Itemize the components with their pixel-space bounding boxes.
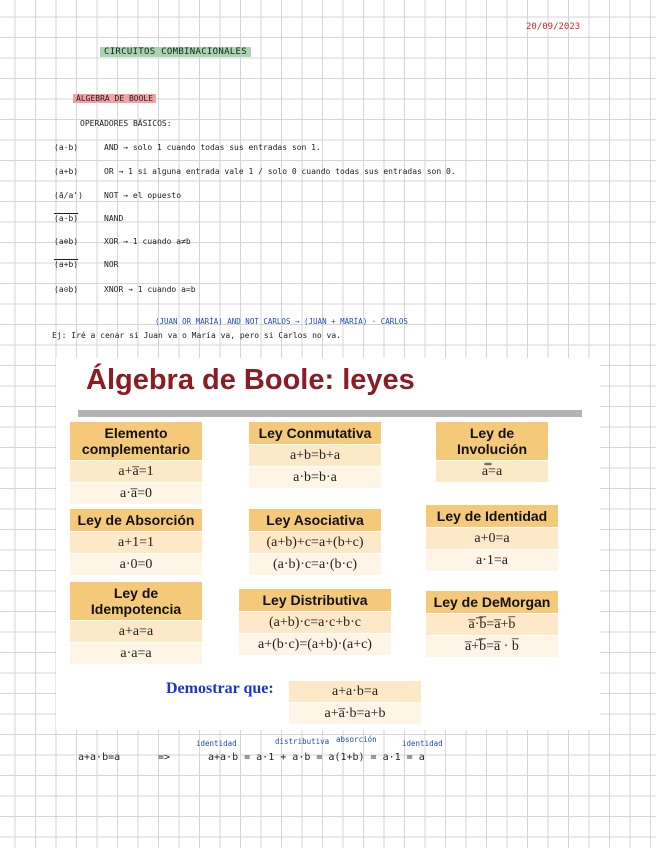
law-formula: (a+b)+c=a+(b+c) — [249, 532, 381, 553]
law-heading: Ley de DeMorgan — [426, 591, 558, 613]
operator-row — [54, 143, 321, 152]
operator-row — [54, 260, 118, 269]
law-heading: Ley Distributiva — [239, 589, 391, 611]
operator-text: NOT → el opuesto — [104, 191, 182, 200]
annotation: absorción — [336, 735, 377, 744]
law-formula: a·a̅=0 — [70, 483, 202, 504]
annotation: distributiva — [275, 737, 330, 746]
operator-code: (a⊙b) — [54, 285, 79, 294]
operator-text: XOR → 1 cuando a≠b — [104, 237, 191, 246]
law-heading: Ley de Involución — [436, 422, 548, 460]
law-formula: a·b=b·a — [249, 467, 381, 488]
operator-row — [54, 237, 191, 246]
operator-code: (a⊕b) — [54, 237, 79, 246]
operator-code: (a·b) — [54, 143, 79, 152]
law-heading: Ley de Idempotencia — [70, 582, 202, 620]
law-formula: a+a̅=1 — [70, 461, 202, 482]
annotation: identidad — [402, 739, 443, 748]
law-card-conmutativa — [249, 422, 381, 488]
law-heading: Ley Conmutativa — [249, 422, 381, 444]
law-card-distributiva — [239, 589, 391, 655]
proof-chain: a+a·b = a·1 + a·b = a(1+b) = a·1 = a — [208, 752, 425, 763]
operator-text: AND → solo 1 cuando todas sus entradas son 1. — [104, 143, 321, 152]
operator-code: (ā/a') — [54, 191, 83, 200]
operator-row — [54, 191, 181, 200]
page-title: CIRCUITOS COMBINACIONALES — [100, 47, 251, 57]
operator-code: (a+b) — [54, 260, 79, 269]
operator-code: (a+b) — [54, 167, 79, 176]
demo-box — [289, 680, 421, 724]
law-formula: a·0=0 — [70, 554, 202, 575]
law-card-identidad — [426, 505, 558, 571]
operator-text: NOR — [104, 260, 119, 269]
law-card-absorcion — [70, 509, 202, 575]
operator-text: OR → 1 si alguna entrada vale 1 / solo 0 cuando todas sus entradas son 0. — [104, 167, 456, 176]
operator-row — [54, 214, 123, 223]
law-formula: a̅·̅b̅=a̅+b̅ — [426, 614, 558, 635]
law-formula: a+0=a — [426, 528, 558, 549]
section-title: ÁLGEBRA DE BOOLE — [73, 94, 156, 103]
law-formula: a̿=a — [436, 461, 548, 482]
demo-formula: a+a·b=a — [289, 681, 421, 702]
example-sentence: Ej: Iré a cenar si Juan va o María va, pero si Carlos no va. — [52, 331, 341, 340]
example-translation: (JUAN OR MARÍA) AND NOT CARLOS → (JUAN + MARÍA) · CARLOS — [155, 317, 408, 326]
law-heading: Ley de Identidad — [426, 505, 558, 527]
law-formula: a·a=a — [70, 643, 202, 664]
law-heading: Ley Asociativa — [249, 509, 381, 531]
law-formula: a·1=a — [426, 550, 558, 571]
law-card-idempotencia — [70, 582, 202, 664]
law-formula: a+b=b+a — [249, 445, 381, 466]
slide-divider — [78, 410, 582, 417]
operator-text: NAND — [104, 214, 124, 223]
law-formula: a̅+̅b̅=a̅ · b̅ — [426, 636, 558, 657]
law-card-complementario — [70, 422, 202, 504]
operators-heading: OPERADORES BÁSICOS: — [80, 119, 172, 128]
demo-formula: a+a̅·b=a+b — [289, 703, 421, 724]
law-formula: (a+b)·c=a·c+b·c — [239, 612, 391, 633]
law-heading: Elemento complementario — [70, 422, 202, 460]
implies-arrow: => — [158, 752, 171, 763]
law-formula: (a·b)·c=a·(b·c) — [249, 554, 381, 575]
boole-laws-slide — [56, 358, 600, 730]
proof-goal: a+a·b=a — [78, 752, 121, 763]
law-formula: a+(b·c)=(a+b)·(a+c) — [239, 634, 391, 655]
law-formula: a+a=a — [70, 621, 202, 642]
date: 20/09/2023 — [526, 22, 581, 32]
law-formula: a+1=1 — [70, 532, 202, 553]
law-heading: Ley de Absorción — [70, 509, 202, 531]
operator-row — [54, 285, 196, 294]
operator-text: XNOR → 1 cuando a=b — [104, 285, 196, 294]
law-card-demorgan — [426, 591, 558, 657]
operator-row — [54, 167, 456, 176]
slide-title: Álgebra de Boole: leyes — [86, 364, 415, 396]
law-card-involucion — [436, 422, 548, 482]
operator-code: (a·b) — [54, 214, 79, 223]
demo-label: Demostrar que: — [166, 680, 274, 697]
annotation: identidad — [196, 739, 237, 748]
law-card-asociativa — [249, 509, 381, 575]
